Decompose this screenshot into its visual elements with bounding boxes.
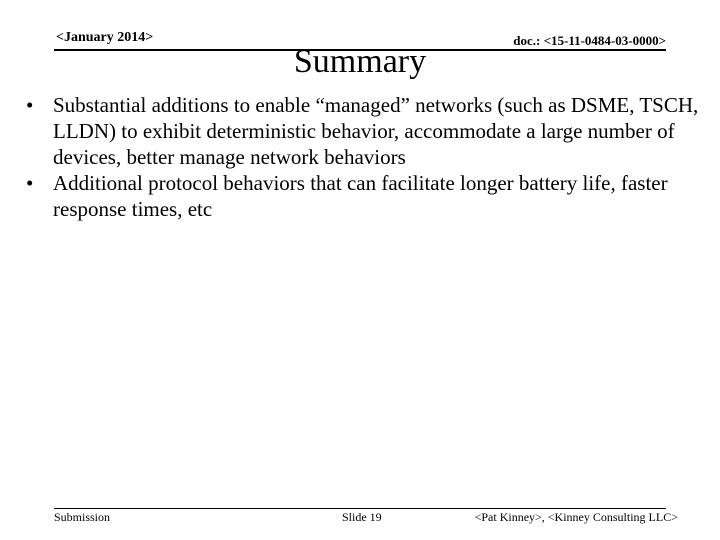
bullet-icon: • <box>26 171 34 195</box>
bullet-text: Additional protocol behaviors that can facilitate longer battery life, faster response times, etc <box>53 171 668 221</box>
bullet-list <box>26 92 706 222</box>
bullet-text: Substantial additions to enable “managed” networks (such as DSME, TSCH, LLDN) to exhibit deterministic behavior, accommodate a large number of devices, better manage network behaviors <box>53 93 699 169</box>
footer-author: <Pat Kinney>, <Kinney Consulting LLC> <box>474 510 678 524</box>
slide-title: Summary <box>293 43 427 80</box>
bullet-icon: • <box>26 93 34 117</box>
footer-divider <box>54 508 666 509</box>
header-doc-id: doc.: <15-11-0484-03-0000> <box>513 33 666 48</box>
footer-submission: Submission <box>54 510 111 524</box>
bullet-item <box>26 92 706 170</box>
bullet-item <box>26 170 706 222</box>
footer-slide-number: Slide 19 <box>342 510 382 524</box>
header-date: <January 2014> <box>56 30 154 45</box>
